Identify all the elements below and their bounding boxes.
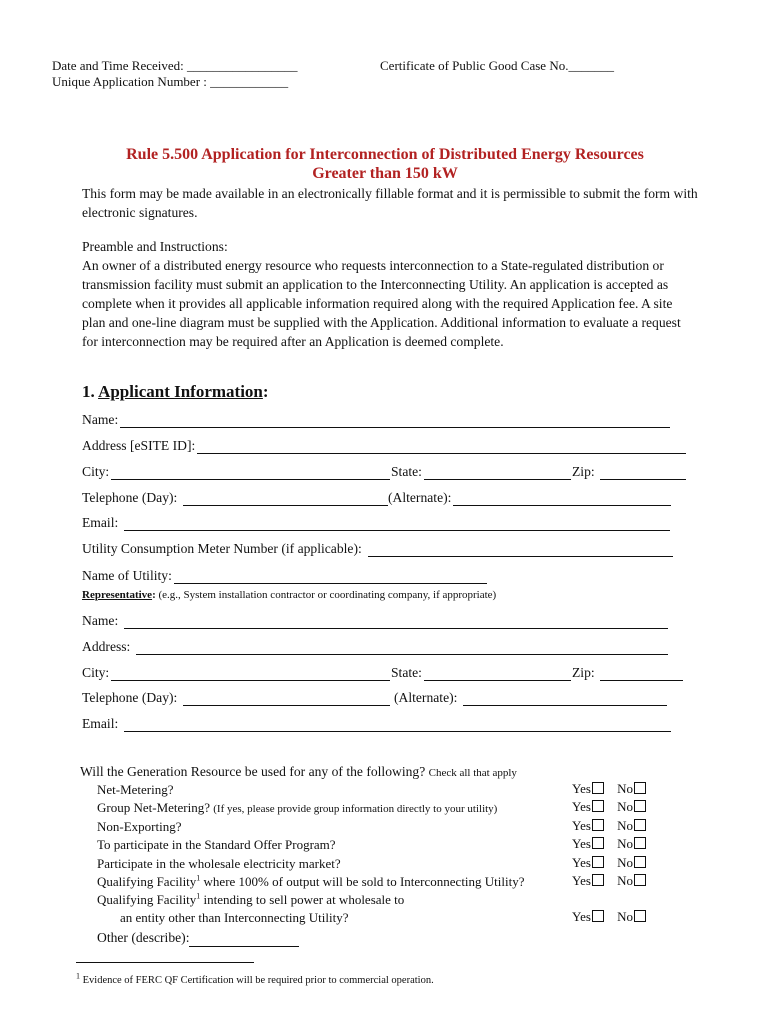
yesno-wholesale-market (572, 855, 646, 871)
preamble-heading: Preamble and Instructions: (82, 239, 228, 254)
yes-label: Yes (572, 781, 591, 796)
yesno-non-exporting (572, 818, 646, 834)
no-checkbox[interactable] (634, 910, 646, 922)
rep-city-label: City: (82, 665, 110, 680)
other-describe-input[interactable] (189, 933, 299, 947)
footnote-ref: 1 (196, 873, 201, 883)
form-title-line1: Rule 5.500 Application for Interconnection of Distributed Energy Resources (126, 146, 644, 163)
rep-telephone-day-label: Telephone (Day): (82, 690, 178, 705)
rep-telephone-day-field[interactable] (82, 688, 390, 706)
no-label: No (617, 799, 634, 814)
rep-address-label: Address: (82, 639, 131, 654)
question-non-exporting: Non-Exporting? (97, 819, 182, 834)
no-label: No (617, 818, 634, 833)
yesno-net-metering (572, 781, 646, 797)
section-number: 1. (82, 382, 95, 401)
applicant-telephone-day-field[interactable] (82, 488, 388, 506)
footnote-divider (76, 962, 254, 963)
intro-text: This form may be made available in an electronically fillable format and it is permissible to submit the form with electronic signatures. (82, 186, 698, 220)
question-standard-offer: To participate in the Standard Offer Program? (97, 837, 336, 852)
footnote-ref: 1 (196, 891, 201, 901)
other-describe-field[interactable] (97, 928, 299, 947)
representative-label: Representative (82, 589, 153, 601)
rep-alternate-input[interactable] (463, 691, 667, 706)
utility-name-input[interactable] (174, 569, 487, 584)
rep-telephone-alternate-field[interactable] (394, 688, 667, 706)
applicant-name-field[interactable] (82, 410, 670, 428)
no-label: No (617, 836, 634, 851)
question-qf-sold-to-utility (97, 873, 525, 891)
yes-label: Yes (572, 873, 591, 888)
rep-state-field[interactable] (391, 663, 571, 681)
applicant-address-field[interactable] (82, 436, 686, 454)
rep-address-field[interactable] (82, 637, 668, 655)
yes-checkbox[interactable] (592, 874, 604, 886)
question-qf1-rest: where 100% of output will be sold to Interconnecting Utility? (200, 874, 525, 889)
rep-name-field[interactable] (82, 611, 668, 629)
applicant-address-label: Address [eSITE ID]: (82, 438, 196, 453)
no-checkbox[interactable] (634, 800, 646, 812)
yes-checkbox[interactable] (592, 837, 604, 849)
applicant-name-input[interactable] (120, 413, 670, 428)
yes-checkbox[interactable] (592, 819, 604, 831)
yes-checkbox[interactable] (592, 782, 604, 794)
generation-question-text: Will the Generation Resource be used for any of the following? (80, 764, 426, 779)
no-label: No (617, 855, 634, 870)
applicant-state-input[interactable] (424, 465, 571, 480)
section-1-heading (82, 382, 269, 402)
yes-checkbox[interactable] (592, 856, 604, 868)
applicant-state-field[interactable] (391, 462, 571, 480)
applicant-alternate-input[interactable] (453, 491, 671, 506)
generation-question-hint: Check all that apply (428, 767, 517, 779)
question-wholesale-market: Participate in the wholesale electricity market? (97, 856, 341, 871)
utility-name-label: Name of Utility: (82, 568, 172, 583)
question-qf2-rest: intending to sell power at wholesale to (200, 892, 405, 907)
unique-application-number-field[interactable]: Unique Application Number : ____________ (52, 74, 289, 89)
yes-label: Yes (572, 799, 591, 814)
rep-email-field[interactable] (82, 714, 671, 732)
date-received-field[interactable]: Date and Time Received: _________________ (52, 58, 298, 73)
question-group-net-metering-label: Group Net-Metering? (97, 800, 210, 815)
other-describe-label: Other (describe): (97, 930, 190, 945)
applicant-address-input[interactable] (197, 439, 686, 454)
rep-name-input[interactable] (124, 614, 668, 629)
applicant-alternate-label: (Alternate): (388, 490, 452, 505)
no-checkbox[interactable] (634, 837, 646, 849)
applicant-telephone-day-input[interactable] (183, 491, 388, 506)
no-label: No (617, 781, 634, 796)
yesno-group-net-metering (572, 799, 646, 815)
representative-note: (e.g., System installation contractor or coordinating company, if appropriate) (158, 589, 497, 601)
footnote-mark: 1 (76, 971, 80, 981)
question-qf2-label: Qualifying Facility (97, 892, 197, 907)
rep-email-label: Email: (82, 716, 119, 731)
rep-state-input[interactable] (424, 666, 571, 681)
rep-city-field[interactable] (82, 663, 390, 681)
footnote (76, 971, 434, 986)
question-net-metering: Net-Metering? (97, 782, 174, 797)
utility-meter-number-label: Utility Consumption Meter Number (if applicable): (82, 541, 362, 556)
applicant-state-label: State: (391, 464, 422, 479)
utility-name-field[interactable] (82, 566, 487, 584)
applicant-telephone-day-label: Telephone (Day): (82, 490, 178, 505)
applicant-city-label: City: (82, 464, 110, 479)
utility-meter-number-input[interactable] (368, 542, 673, 557)
applicant-city-input[interactable] (111, 465, 390, 480)
certificate-case-number-field[interactable]: Certificate of Public Good Case No._______ (380, 58, 614, 73)
no-label: No (617, 873, 634, 888)
generation-question (80, 762, 517, 783)
applicant-email-label: Email: (82, 515, 119, 530)
rep-city-input[interactable] (111, 666, 390, 681)
representative-heading (82, 589, 496, 601)
rep-name-label: Name: (82, 613, 119, 628)
applicant-zip-field[interactable] (572, 462, 686, 480)
applicant-zip-input[interactable] (600, 465, 686, 480)
applicant-zip-label: Zip: (572, 464, 595, 479)
applicant-city-field[interactable] (82, 462, 390, 480)
no-checkbox[interactable] (634, 782, 646, 794)
yes-checkbox[interactable] (592, 910, 604, 922)
yes-label: Yes (572, 818, 591, 833)
question-qf-wholesale (97, 891, 404, 909)
representative-colon: : (152, 589, 156, 601)
rep-zip-label: Zip: (572, 665, 595, 680)
rep-alternate-label: (Alternate): (394, 690, 458, 705)
yes-label: Yes (572, 909, 591, 924)
applicant-telephone-alternate-field[interactable] (388, 488, 671, 506)
yes-label: Yes (572, 855, 591, 870)
no-checkbox[interactable] (634, 874, 646, 886)
question-qf1-label: Qualifying Facility (97, 874, 197, 889)
rep-telephone-day-input[interactable] (183, 691, 390, 706)
rep-state-label: State: (391, 665, 422, 680)
yes-checkbox[interactable] (592, 800, 604, 812)
footnote-text: Evidence of FERC QF Certification will be required prior to commercial operation. (82, 975, 434, 986)
yesno-standard-offer (572, 836, 646, 852)
applicant-email-input[interactable] (124, 516, 670, 531)
no-label: No (617, 909, 634, 924)
applicant-name-label: Name: (82, 412, 119, 427)
question-group-net-metering (97, 799, 497, 818)
no-checkbox[interactable] (634, 819, 646, 831)
question-qf-wholesale-line2: an entity other than Interconnecting Utility? (120, 910, 349, 925)
applicant-email-field[interactable] (82, 513, 670, 531)
rep-address-input[interactable] (136, 640, 668, 655)
rep-zip-input[interactable] (600, 666, 683, 681)
section-colon: : (262, 382, 269, 401)
no-checkbox[interactable] (634, 856, 646, 868)
utility-meter-number-field[interactable] (82, 539, 673, 557)
yesno-qf-wholesale (572, 909, 646, 925)
question-group-net-metering-note: (If yes, please provide group information directly to your utility) (213, 803, 498, 815)
section-title: Applicant Information (98, 382, 263, 401)
rep-email-input[interactable] (124, 717, 671, 732)
yes-label: Yes (572, 836, 591, 851)
yesno-qf-sold-to-utility (572, 873, 646, 889)
form-title-line2: Greater than 150 kW (312, 165, 458, 182)
preamble-text: An owner of a distributed energy resource who requests interconnection to a State-regulated distribution or transmission facility must submit an application to the Interconnecting Utility. An application is accepted as complete when it provides all applicable information required along with the required Application fee. A site plan and one-line diagram must be supplied with the Application. Additional information to evaluate a request for interconnection may be required after an Application is deemed complete. (82, 258, 681, 349)
rep-zip-field[interactable] (572, 663, 683, 681)
